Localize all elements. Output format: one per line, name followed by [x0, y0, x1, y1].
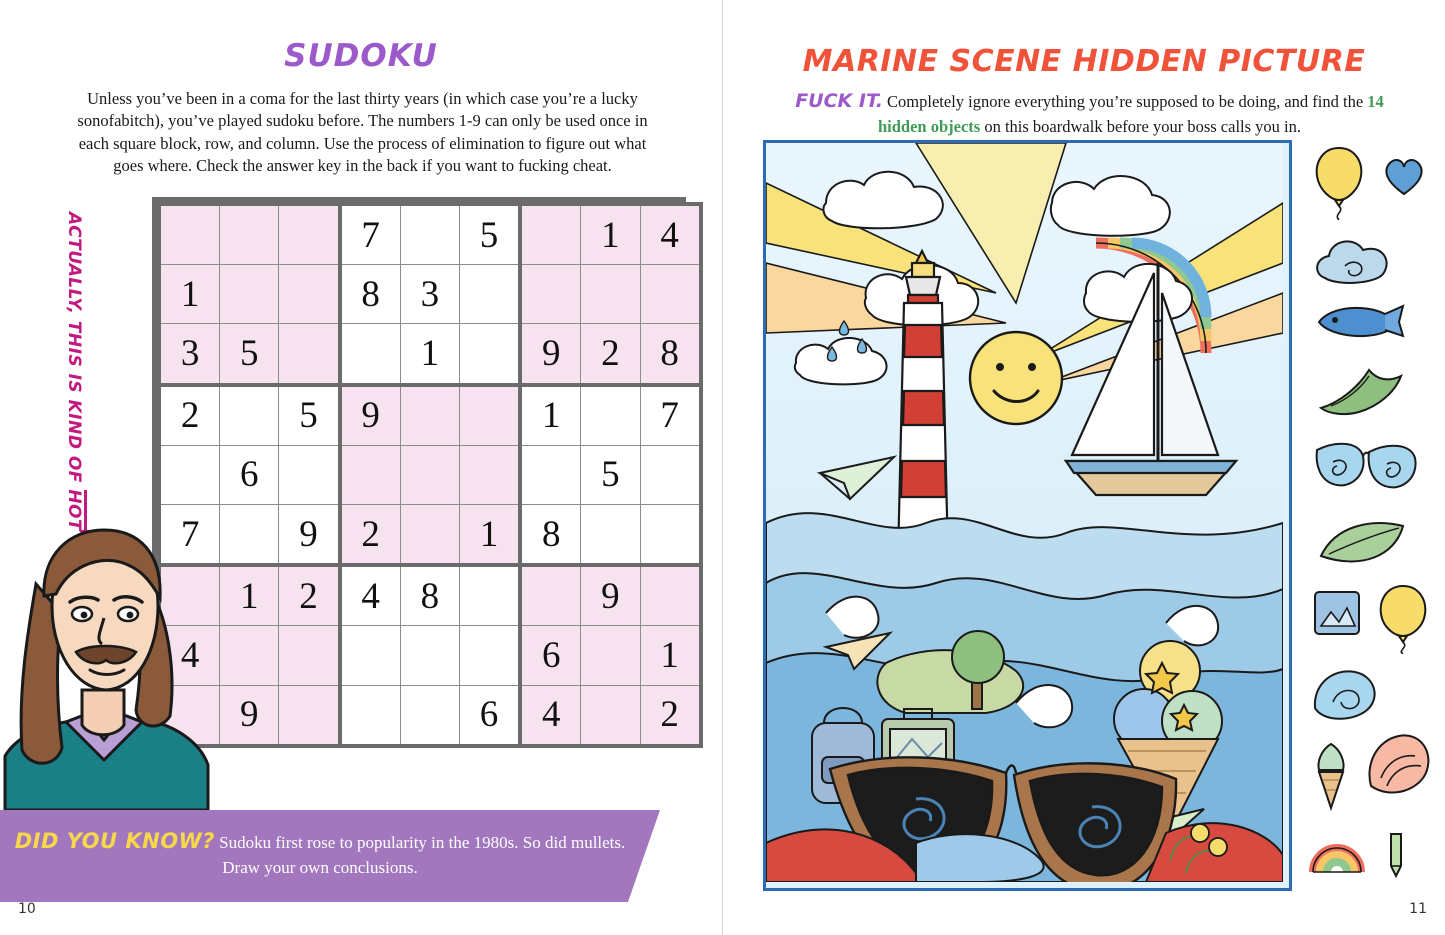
sudoku-cell[interactable]: 5	[220, 324, 279, 385]
sudoku-cell[interactable]	[581, 626, 640, 685]
sudoku-cell[interactable]: 7	[340, 204, 401, 265]
sudoku-cell[interactable]	[279, 445, 340, 504]
sudoku-cell[interactable]: 2	[640, 685, 701, 746]
sudoku-row	[159, 265, 701, 324]
sudoku-instructions: Unless you’ve been in a coma for the last thirty years (in which case you’re a lucky sonofabitch), you’ve played sudoku before. The numbers 1-9 can only be used once in each square block, row, and column. Use the process of elimination to figure out what goes where. Check the answer key in the back if you want to fucking cheat.	[77, 89, 648, 175]
sudoku-cell[interactable]: 6	[520, 626, 581, 685]
sudoku-cell[interactable]	[220, 204, 279, 265]
sudoku-cell[interactable]	[581, 685, 640, 746]
page-title-marine: MARINE SCENE HIDDEN PICTURE	[802, 44, 1366, 79]
did-you-know-text	[0, 826, 640, 881]
sudoku-cell[interactable]: 9	[340, 385, 401, 446]
picture-frame-blue-icon	[1309, 584, 1365, 640]
sudoku-cell[interactable]	[279, 324, 340, 385]
sudoku-cell[interactable]: 1	[220, 565, 279, 626]
sudoku-cell[interactable]	[279, 265, 340, 324]
wave-blue-icon	[1309, 662, 1383, 724]
hidden-objects-list	[1303, 140, 1438, 885]
sudoku-cell[interactable]: 2	[340, 504, 401, 565]
sudoku-cell[interactable]	[520, 445, 581, 504]
sudoku-cell[interactable]	[400, 385, 459, 446]
sudoku-cell[interactable]	[220, 626, 279, 685]
sudoku-cell[interactable]	[400, 504, 459, 565]
sudoku-cell[interactable]: 1	[400, 324, 459, 385]
sudoku-cell[interactable]: 9	[581, 565, 640, 626]
sudoku-row	[159, 504, 701, 565]
page-number-right: 11	[1409, 901, 1427, 917]
sudoku-cell[interactable]: 4	[520, 685, 581, 746]
sudoku-cell[interactable]: 4	[340, 565, 401, 626]
sudoku-cell[interactable]: 6	[220, 445, 279, 504]
sudoku-cell[interactable]	[640, 504, 701, 565]
hidden-object-count-label: 14 hidden objects	[877, 92, 1384, 136]
sudoku-cell[interactable]	[159, 445, 220, 504]
heart-blue-icon	[1381, 154, 1427, 198]
did-you-know-label: DID YOU KNOW?	[14, 829, 215, 853]
sudoku-cell[interactable]	[279, 685, 340, 746]
sudoku-cell[interactable]: 8	[640, 324, 701, 385]
sudoku-row	[159, 626, 701, 685]
sudoku-cell[interactable]: 4	[640, 204, 701, 265]
coral-pink-icon	[1361, 726, 1435, 800]
sudoku-cell[interactable]: 2	[159, 385, 220, 446]
sudoku-cell[interactable]: 5	[459, 204, 520, 265]
right-page	[723, 0, 1445, 935]
sudoku-cell[interactable]	[220, 504, 279, 565]
sudoku-cell[interactable]	[640, 265, 701, 324]
sudoku-cell[interactable]	[340, 445, 401, 504]
sudoku-cell[interactable]: 9	[279, 504, 340, 565]
sunglasses-blue-icon	[1311, 432, 1421, 496]
page-title-sudoku: SUDOKU	[284, 38, 438, 74]
sudoku-row	[159, 204, 701, 265]
sudoku-row	[159, 685, 701, 746]
sudoku-grid[interactable]	[152, 197, 686, 736]
sudoku-cell[interactable]: 8	[400, 565, 459, 626]
sudoku-cell[interactable]: 7	[640, 385, 701, 446]
sudoku-cell[interactable]	[340, 685, 401, 746]
sudoku-cell[interactable]: 2	[279, 565, 340, 626]
balloon-yellow-2-icon	[1375, 582, 1431, 654]
sudoku-cell[interactable]	[279, 204, 340, 265]
cloud-swirl-icon	[1311, 230, 1397, 292]
sudoku-cell[interactable]: 2	[581, 324, 640, 385]
sudoku-cell[interactable]: 9	[220, 685, 279, 746]
sudoku-cell[interactable]	[459, 565, 520, 626]
sudoku-cell[interactable]	[581, 385, 640, 446]
fish-blue-icon	[1311, 302, 1407, 340]
sudoku-cell[interactable]: 3	[400, 265, 459, 324]
sudoku-cell[interactable]	[581, 265, 640, 324]
sudoku-cell[interactable]	[520, 265, 581, 324]
sudoku-cell[interactable]: 1	[159, 265, 220, 324]
sudoku-cell[interactable]: 3	[159, 324, 220, 385]
sudoku-cell[interactable]	[640, 445, 701, 504]
sudoku-cell[interactable]: 8	[520, 504, 581, 565]
sudoku-cell[interactable]	[459, 626, 520, 685]
sudoku-cell[interactable]	[459, 445, 520, 504]
side-note-hot	[62, 212, 102, 542]
sudoku-cell[interactable]	[220, 385, 279, 446]
rainbow-arc-icon	[1307, 828, 1365, 876]
sudoku-cell[interactable]: 8	[340, 265, 401, 324]
sudoku-cell[interactable]: 1	[640, 626, 701, 685]
sudoku-cell[interactable]	[581, 504, 640, 565]
sudoku-row	[159, 385, 701, 446]
sudoku-row	[159, 565, 701, 626]
intro-lead: FUCK IT.	[795, 90, 883, 112]
intro-part1: Completely ignore everything you’re supposed to be doing, and find the	[882, 92, 1368, 111]
sudoku-cell[interactable]: 5	[279, 385, 340, 446]
sudoku-table[interactable]	[157, 202, 703, 748]
sudoku-row	[159, 324, 701, 385]
sudoku-cell[interactable]	[159, 204, 220, 265]
side-note-text: ACTUALLY, THIS IS KIND OF HOT	[64, 212, 84, 532]
sudoku-cell[interactable]: 7	[159, 504, 220, 565]
scene-artwork	[766, 143, 1283, 882]
sudoku-cell[interactable]	[459, 265, 520, 324]
balloon-yellow-icon	[1311, 144, 1367, 220]
marine-instructions	[775, 88, 1405, 138]
sudoku-cell[interactable]	[340, 324, 401, 385]
ice-cream-cone-icon	[1311, 740, 1351, 812]
did-you-know-body: Sudoku first rose to popularity in the 1980s. So did mullets. Draw your own conclusions.	[214, 833, 626, 878]
sudoku-cell[interactable]: 9	[520, 324, 581, 385]
sudoku-cell[interactable]: 1	[581, 204, 640, 265]
hidden-picture-scene[interactable]	[763, 140, 1292, 891]
intro-part2: on this boardwalk before your boss calls you in.	[980, 116, 1301, 136]
sudoku-cell[interactable]	[400, 204, 459, 265]
sudoku-cell[interactable]	[400, 685, 459, 746]
sudoku-cell[interactable]	[220, 265, 279, 324]
leaf-green-icon	[1315, 516, 1409, 570]
sudoku-cell[interactable]: 1	[520, 385, 581, 446]
sudoku-cell[interactable]	[459, 324, 520, 385]
sudoku-cell[interactable]	[459, 385, 520, 446]
sudoku-cell[interactable]: 5	[581, 445, 640, 504]
sudoku-cell[interactable]	[640, 565, 701, 626]
sudoku-cell[interactable]: 6	[459, 685, 520, 746]
sudoku-cell[interactable]: 4	[159, 626, 220, 685]
sudoku-cell[interactable]	[520, 565, 581, 626]
mullet-man-illustration	[0, 510, 215, 810]
sudoku-cell[interactable]: 1	[459, 504, 520, 565]
page-number-left: 10	[18, 901, 36, 917]
sudoku-cell[interactable]	[279, 626, 340, 685]
sudoku-cell[interactable]	[400, 626, 459, 685]
sudoku-row	[159, 445, 701, 504]
sudoku-cell[interactable]	[520, 204, 581, 265]
sudoku-cell[interactable]	[400, 445, 459, 504]
pencil-green-icon	[1377, 830, 1413, 882]
sudoku-cell[interactable]	[340, 626, 401, 685]
seaweed-green-icon	[1311, 358, 1407, 418]
